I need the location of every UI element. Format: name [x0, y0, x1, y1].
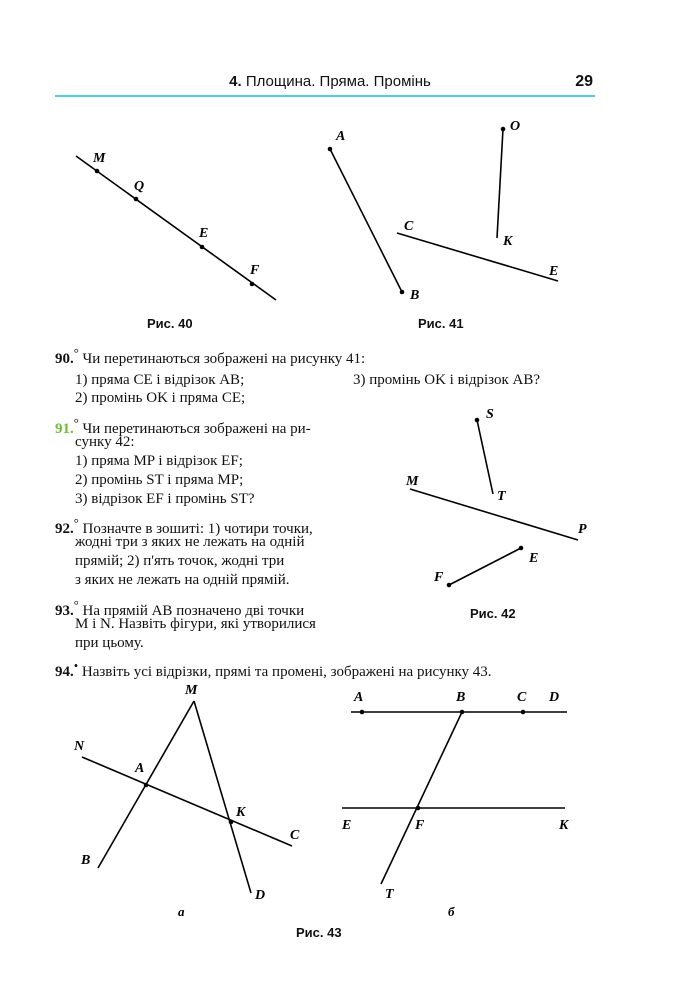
- label-o: O: [510, 119, 521, 134]
- label-e: E: [199, 226, 209, 241]
- label-f42: F: [434, 570, 444, 585]
- label-c: C: [404, 219, 414, 234]
- point-c4: [521, 710, 526, 715]
- label-a: A: [336, 129, 346, 144]
- fig42-ray-st: [477, 420, 493, 494]
- exercise-number: 90.: [55, 351, 74, 367]
- caption-fig41: Рис. 41: [418, 316, 464, 331]
- exercise-91-line-3: 1) пряма MP і відрізок EF;: [75, 453, 243, 469]
- label-e42: E: [529, 551, 539, 566]
- label-f: F: [250, 263, 260, 278]
- fig41-ray-ok: [497, 129, 503, 238]
- exercise-93-line-3: при цьому.: [75, 635, 144, 651]
- point-b: [400, 290, 405, 295]
- caption-fig42: Рис. 42: [470, 606, 516, 621]
- label-a43: A: [135, 761, 145, 776]
- label-d43b: D: [549, 690, 560, 705]
- exercise-90-item-1: 1) пряма CE і відрізок AB;: [75, 372, 245, 388]
- exercise-92-line-2: жодні три з яких не лежать на одній: [75, 534, 305, 550]
- difficulty-mark: •: [73, 659, 79, 673]
- point-k3: [229, 820, 234, 825]
- difficulty-mark: °: [73, 598, 79, 612]
- label-m42: M: [406, 474, 419, 489]
- point-e: [200, 245, 205, 250]
- exercise-90-item-3: 3) промінь OK і відрізок AB?: [353, 372, 541, 388]
- fig42-segment-ef: [449, 548, 521, 585]
- sublabel-b: б: [448, 904, 455, 919]
- exercise-94-prompt: [55, 657, 492, 682]
- label-k: K: [503, 234, 513, 249]
- point-a: [328, 147, 333, 152]
- label-a43b: A: [354, 690, 364, 705]
- point-f: [250, 282, 255, 287]
- difficulty-mark: °: [73, 416, 79, 430]
- exercise-number: 94.: [55, 664, 74, 680]
- point-s: [475, 418, 480, 423]
- difficulty-mark: °: [73, 516, 79, 530]
- exercise-number: 92.: [55, 521, 74, 537]
- label-k43: K: [236, 805, 246, 820]
- sublabel-a: а: [178, 904, 185, 919]
- section-number: 4.: [229, 73, 242, 90]
- caption-fig40: Рис. 40: [147, 316, 193, 331]
- label-c43: C: [290, 828, 300, 843]
- exercise-91-line-2: сунку 42:: [75, 434, 135, 450]
- label-t: T: [497, 489, 506, 504]
- fig41-segment-ab: [330, 149, 402, 292]
- label-m43: M: [185, 683, 198, 698]
- point-q: [134, 197, 139, 202]
- point-o: [501, 127, 506, 132]
- fig40-line: [76, 156, 276, 300]
- point-a3: [144, 783, 149, 788]
- label-e43b: E: [342, 818, 352, 833]
- label-s: S: [486, 407, 494, 422]
- exercise-number: 93.: [55, 603, 74, 619]
- exercise-text: Назвіть усі відрізки, прямі та промені, зображені на рисунку 43.: [81, 664, 492, 680]
- point-e2: [519, 546, 524, 551]
- fig42-line-mp: [410, 489, 578, 540]
- label-b: B: [410, 288, 420, 303]
- difficulty-mark: °: [73, 346, 79, 360]
- label-m: M: [93, 151, 106, 166]
- label-p: P: [578, 522, 587, 537]
- exercise-text: Чи перетинаються зображені на рисунку 41:: [82, 351, 366, 367]
- label-t43b: T: [385, 887, 394, 902]
- fig43a-line-nc: [82, 757, 292, 846]
- label-k43b: K: [559, 818, 569, 833]
- exercise-number: 91.: [55, 421, 74, 437]
- point-m: [95, 169, 100, 174]
- caption-fig43: Рис. 43: [296, 925, 342, 940]
- exercise-text: На прямій AB позначено дві точки: [82, 603, 305, 619]
- point-a4: [360, 710, 365, 715]
- label-n43: N: [74, 739, 85, 754]
- exercise-93-line-2: M і N. Назвіть фігури, які утворилися: [75, 616, 316, 632]
- exercise-90-item-2: 2) промінь OK і пряма CE;: [75, 390, 246, 406]
- label-e41: E: [549, 264, 559, 279]
- fig43b-line-bt: [381, 712, 462, 884]
- exercise-92-line-3: прямій; 2) п'ять точок, жодні три: [75, 553, 285, 569]
- label-d43: D: [255, 888, 266, 903]
- label-f43b: F: [415, 818, 425, 833]
- label-q: Q: [134, 179, 145, 194]
- fig43a-line-md: [194, 701, 251, 893]
- point-f2: [447, 583, 452, 588]
- exercise-92-line-4: з яких не лежать на одній прямій.: [75, 572, 290, 588]
- point-f4: [416, 806, 421, 811]
- exercise-91-line-4: 2) промінь ST і пряма MP;: [75, 472, 244, 488]
- fig41-line-ce: [397, 233, 558, 281]
- exercise-91-line-5: 3) відрізок EF і промінь ST?: [75, 491, 255, 507]
- page-number: 29: [575, 73, 593, 90]
- label-c43b: C: [517, 690, 527, 705]
- label-b43b: B: [456, 690, 466, 705]
- exercise-text: Чи перетинаються зображені на ри-: [82, 421, 311, 437]
- section-title: Площина. Пряма. Промінь: [245, 73, 431, 90]
- point-b4: [460, 710, 465, 715]
- label-b43: B: [81, 853, 91, 868]
- exercise-90-prompt: [55, 344, 365, 369]
- exercise-text: Позначте в зошиті: 1) чотири точки,: [82, 521, 313, 537]
